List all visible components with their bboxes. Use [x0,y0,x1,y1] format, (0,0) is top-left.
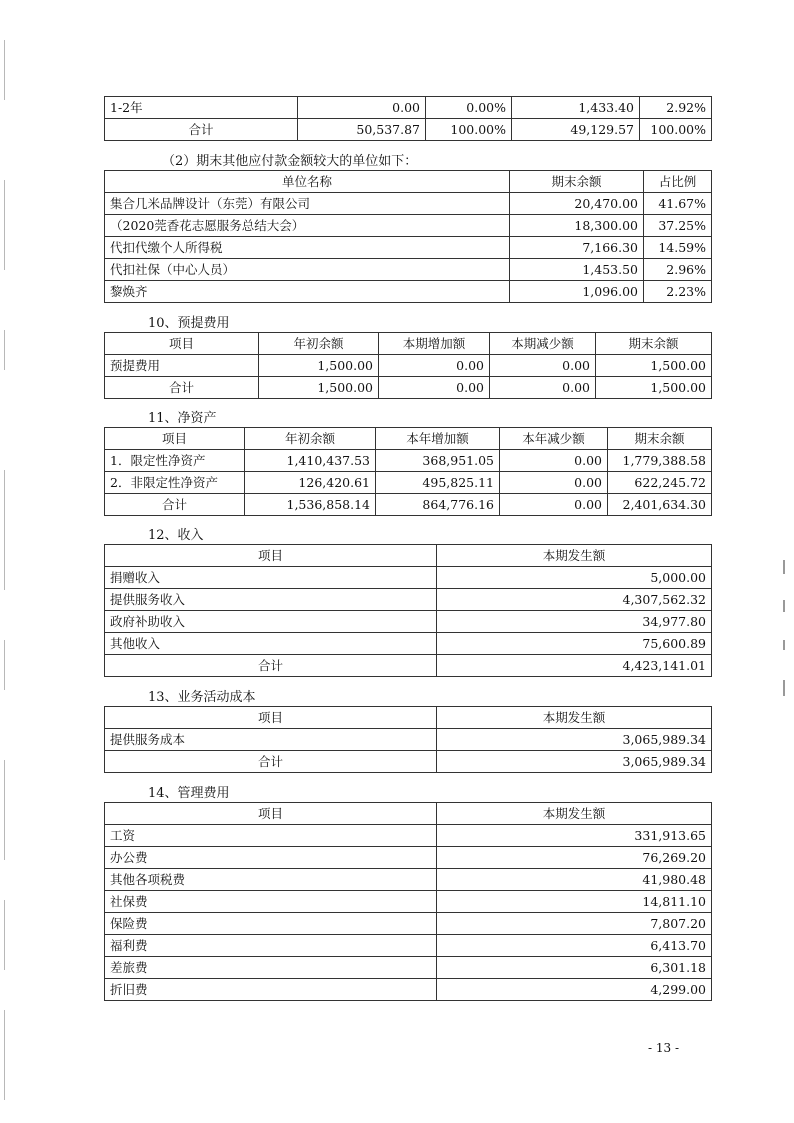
table-row: 办公费 76,269.20 [105,847,712,869]
admin-expenses-table [104,802,712,1001]
table-row: 提供服务收入 4,307,562.32 [105,589,712,611]
table-header-row: 项目 本期发生额 [105,803,712,825]
net-assets-table [104,427,712,516]
table-row: 差旅费 6,301.18 [105,957,712,979]
table-row: 保险费 7,807.20 [105,913,712,935]
table-row: 折旧费 4,299.00 [105,979,712,1001]
table-row: 社保费 14,811.10 [105,891,712,913]
table-header-row: 项目 年初余额 本期增加额 本期减少额 期末余额 [105,333,712,355]
net-assets-heading: 11、净资产 [148,411,217,426]
table-row: 政府补助收入 34,977.80 [105,611,712,633]
table-row-total: 合计 1,536,858.14 864,776.16 0.00 2,401,634.30 [105,494,712,516]
admin-expenses-heading: 14、管理费用 [148,786,230,801]
income-table [104,544,712,677]
table-row: 预提费用 1,500.00 0.00 0.00 1,500.00 [105,355,712,377]
table-row: （2020莞香花志愿服务总结大会） 18,300.00 37.25% [105,215,712,237]
other-payables-table [104,170,712,303]
other-payables-heading: （2）期末其他应付款金额较大的单位如下： [162,154,418,169]
accrued-expenses-heading: 10、预提费用 [148,316,230,331]
table-row: 其他收入 75,600.89 [105,633,712,655]
page-number: - 13 - [648,1041,680,1055]
activity-cost-table [104,706,712,773]
scan-edge-marks [4,0,7,1123]
table-row-total: 合计 4,423,141.01 [105,655,712,677]
table-row: 捐赠收入 5,000.00 [105,567,712,589]
scan-right-marks [783,560,786,720]
table-header-row: 单位名称 期末余额 占比例 [105,171,712,193]
table-row-total: 合计 50,537.87 100.00% 49,129.57 100.00% [105,119,712,141]
table-row: 代扣社保（中心人员） 1,453.50 2.96% [105,259,712,281]
table-row: 黎焕齐 1,096.00 2.23% [105,281,712,303]
accrued-expenses-table [104,332,712,399]
table-row: 工资 331,913.65 [105,825,712,847]
table-header-row: 项目 本期发生额 [105,707,712,729]
table-row: 2．非限定性净资产 126,420.61 495,825.11 0.00 622,245.72 [105,472,712,494]
activity-cost-heading: 13、业务活动成本 [148,690,256,705]
income-heading: 12、收入 [148,528,204,543]
table-row: 集合几米品牌设计（东莞）有限公司 20,470.00 41.67% [105,193,712,215]
table-row: 1-2年 0.00 0.00% 1,433.40 2.92% [105,97,712,119]
table-row: 其他各项税费 41,980.48 [105,869,712,891]
table-row-total: 合计 1,500.00 0.00 0.00 1,500.00 [105,377,712,399]
table-header-row: 项目 年初余额 本年增加额 本年减少额 期末余额 [105,428,712,450]
table-row: 代扣代缴个人所得税 7,166.30 14.59% [105,237,712,259]
aging-table [104,96,712,141]
table-row: 福利费 6,413.70 [105,935,712,957]
table-row-total: 合计 3,065,989.34 [105,751,712,773]
table-row: 提供服务成本 3,065,989.34 [105,729,712,751]
table-header-row: 项目 本期发生额 [105,545,712,567]
table-row: 1．限定性净资产 1,410,437.53 368,951.05 0.00 1,779,388.58 [105,450,712,472]
